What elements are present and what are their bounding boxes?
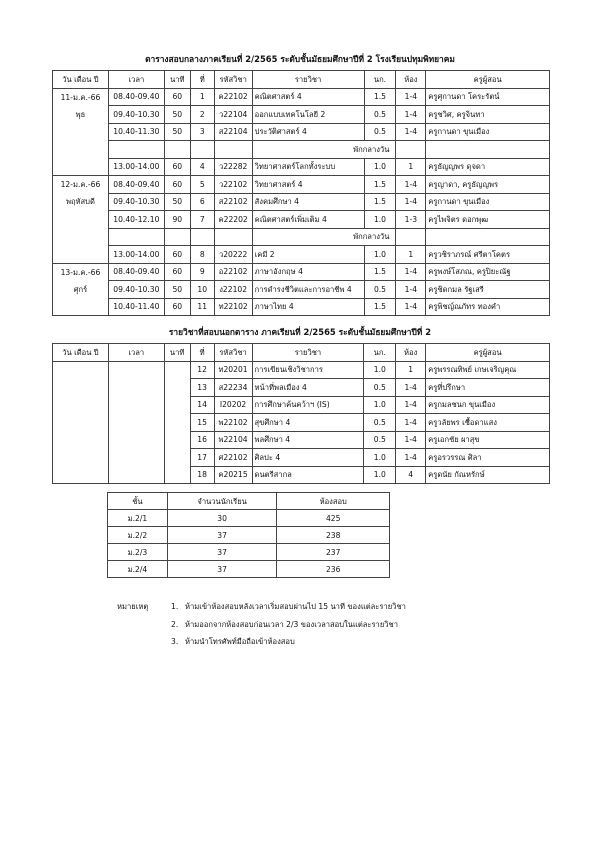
note-item [117, 633, 406, 651]
exam-minutes: 60 [164, 246, 190, 264]
exam-time: 10.40-11.30 [108, 123, 164, 141]
exam-room: 1-4 [396, 449, 426, 467]
outside-schedule-table [52, 343, 550, 484]
exam-room: 1-4 [396, 106, 426, 124]
class-level: ม.2/3 [108, 544, 168, 561]
subject-name: เคมี 2 [252, 246, 364, 264]
class-level: ม.2/1 [108, 510, 168, 527]
teacher-name: ครูดนัย กัณหรักษ์ [426, 466, 550, 484]
header-subject: รายวิชา [252, 71, 364, 89]
student-count: 37 [167, 527, 277, 544]
exam-room: 1-4 [396, 176, 426, 194]
note-text: ห้ามเข้าห้องสอบหลังเวลาเริ่มสอบผ่านไป 15 นาที ของแต่ละรายวิชา [185, 602, 406, 611]
exam-no: 12 [190, 361, 214, 379]
class-level: ม.2/4 [108, 561, 168, 578]
exam-no: 11 [190, 298, 214, 316]
exam-room: 1-3 [396, 211, 426, 229]
student-count: 37 [167, 544, 277, 561]
subject-code: พ22102 [214, 414, 252, 432]
header-exam-room: ห้องสอบ [277, 493, 390, 510]
exam-room: 1 [396, 158, 426, 176]
exam-time: 13.00-14.00 [108, 246, 164, 264]
break-row [53, 228, 550, 246]
lunch-break-label: พักกลางวัน [252, 141, 396, 159]
subject-credit: 1.0 [364, 158, 396, 176]
day-date: 11-ม.ค.-66 [53, 88, 109, 106]
subject-code: ว22102 [214, 176, 252, 194]
teacher-name: ครูอรวรรณ ศิลา [426, 449, 550, 467]
exam-no: 13 [190, 379, 214, 397]
subject-name: ดนตรีสากล [252, 466, 364, 484]
table-row [53, 123, 550, 141]
subject-name: คณิตศาสตร์ 4 [252, 88, 364, 106]
subject-name: คณิตศาสตร์เพิ่มเติม 4 [252, 211, 364, 229]
exam-no: 4 [190, 158, 214, 176]
header-code: รหัสวิชา [214, 71, 252, 89]
subject-credit: 0.5 [364, 123, 396, 141]
exam-no: 18 [190, 466, 214, 484]
student-count: 37 [167, 561, 277, 578]
exam-room: 1-4 [396, 281, 426, 299]
subject-name: วิทยาศาสตร์โลกทั้งระบบ [252, 158, 364, 176]
table-row [53, 281, 550, 299]
break-row [53, 141, 550, 159]
subject-code: ค22202 [214, 211, 252, 229]
table-row [108, 544, 390, 561]
subject-name: ออกแบบเทคโนโลยี 2 [252, 106, 364, 124]
table-row [53, 431, 550, 449]
exam-room: 1-4 [396, 88, 426, 106]
subject-credit: 0.5 [364, 414, 396, 432]
subject-name: ประวัติศาสตร์ 4 [252, 123, 364, 141]
exam-room: 1-4 [396, 431, 426, 449]
teacher-name: ครูศุกานดา โคระรัตน์ [426, 88, 550, 106]
subject-name: การดำรงชีวิตและการอาชีพ 4 [252, 281, 364, 299]
exam-minutes: 60 [164, 176, 190, 194]
notes-section [117, 598, 406, 651]
header-subject: รายวิชา [252, 344, 364, 362]
table-row [53, 466, 550, 484]
subject-name: พลศึกษา 4 [252, 431, 364, 449]
teacher-name: ครูพรรณทิพย์ เกษเจริญคุณ [426, 361, 550, 379]
table-row [53, 396, 550, 414]
exam-room: 1-4 [396, 263, 426, 281]
subject-credit: 1.5 [364, 193, 396, 211]
exam-minutes: 50 [164, 106, 190, 124]
subject-credit: 1.0 [364, 211, 396, 229]
header-no: ที่ [190, 344, 214, 362]
lunch-break-label: พักกลางวัน [252, 228, 396, 246]
subject-code: ค20215 [214, 466, 252, 484]
teacher-name: ครูวชิราภรณ์ ศรีตาโคตร [426, 246, 550, 264]
exam-room: 1 [396, 361, 426, 379]
exam-no: 2 [190, 106, 214, 124]
subject-code: ว20222 [214, 246, 252, 264]
exam-no: 9 [190, 263, 214, 281]
subject-credit: 0.5 [364, 379, 396, 397]
header-students: จำนวนนักเรียน [167, 493, 277, 510]
subject-code: พ22104 [214, 431, 252, 449]
table-row [53, 414, 550, 432]
exam-no: 1 [190, 88, 214, 106]
notes-label: หมายเหตุ [117, 602, 149, 611]
subject-credit: 1.0 [364, 396, 396, 414]
teacher-name: ครูธัญญพร ดุจดา [426, 158, 550, 176]
subject-credit: 0.5 [364, 281, 396, 299]
exam-room: 1-4 [396, 123, 426, 141]
subject-credit: 1.5 [364, 176, 396, 194]
exam-time: 09.40-10.30 [108, 193, 164, 211]
table-row [53, 158, 550, 176]
exam-minutes: 60 [164, 88, 190, 106]
exam-time: 08.40-09.40 [108, 176, 164, 194]
exam-time: 08.40-09.40 [108, 263, 164, 281]
subject-credit: 1.0 [364, 246, 396, 264]
subject-code: ศ22102 [214, 449, 252, 467]
table-row [108, 561, 390, 578]
table-row [53, 106, 550, 124]
subject-credit: 1.5 [364, 88, 396, 106]
teacher-name: ครูพิชญ์ณภัทร ทองคำ [426, 298, 550, 316]
midterm-schedule-table [52, 70, 550, 316]
day-weekday: พฤหัสบดี [53, 193, 109, 211]
subject-code: ส22102 [214, 193, 252, 211]
exam-room: 1 [396, 246, 426, 264]
subject-code: ท22102 [214, 298, 252, 316]
table-header-row [108, 493, 390, 510]
day-date: 12-ม.ค.-66 [53, 176, 109, 194]
subject-code: อ22102 [214, 263, 252, 281]
subject-name: วิทยาศาสตร์ 4 [252, 176, 364, 194]
note-index: 1. [171, 602, 179, 611]
table-row [53, 211, 550, 229]
exam-minutes: 50 [164, 123, 190, 141]
subject-name: หน้าที่พลเมือง 4 [252, 379, 364, 397]
table-row [53, 361, 550, 379]
teacher-name: ครูกานดา ขุนเมือง [426, 193, 550, 211]
subject-code: ว22104 [214, 106, 252, 124]
exam-minutes: 60 [164, 263, 190, 281]
schedule-title: ตารางสอบกลางภาคเรียนที่ 2/2565 ระดับชั้นมัธยมศึกษาปีที่ 2 โรงเรียนปทุมพิทยาคม [145, 54, 455, 64]
exam-no: 17 [190, 449, 214, 467]
exam-room-table [107, 492, 390, 578]
header-teacher: ครูผู้สอน [426, 71, 550, 89]
teacher-name: ครูพงษ์โสภณ, ครูปิยะณัฐ [426, 263, 550, 281]
exam-room-number: 425 [277, 510, 390, 527]
exam-minutes: 50 [164, 281, 190, 299]
subject-credit: 1.0 [364, 449, 396, 467]
table-row [53, 263, 550, 281]
note-index: 3. [171, 637, 179, 646]
day-weekday: พุธ [53, 106, 109, 124]
note-text: ห้ามนำโทรศัพท์มือถือเข้าห้องสอบ [185, 637, 295, 646]
exam-room-number: 238 [277, 527, 390, 544]
subject-credit: 0.5 [364, 106, 396, 124]
exam-room: 4 [396, 466, 426, 484]
day-date: 13-ม.ค.-66 [53, 263, 109, 281]
subject-code: ง22102 [214, 281, 252, 299]
header-time: เวลา [108, 344, 164, 362]
note-text: ห้ามออกจากห้องสอบก่อนเวลา 2/3 ของเวลาสอบในแต่ละรายวิชา [185, 619, 398, 629]
exam-time: 10.40-11.40 [108, 298, 164, 316]
subject-name: การศึกษาค้นคว้าฯ (IS) [252, 396, 364, 414]
teacher-name: ครูกมลชนก ขุนเมือง [426, 396, 550, 414]
subject-credit: 1.0 [364, 466, 396, 484]
table-row [53, 449, 550, 467]
day-weekday: ศุกร์ [53, 281, 109, 299]
subject-code: ค22102 [214, 88, 252, 106]
exam-room: 1-4 [396, 396, 426, 414]
exam-time: 09.40-10.30 [108, 281, 164, 299]
exam-minutes: 60 [164, 298, 190, 316]
exam-no: 14 [190, 396, 214, 414]
header-minutes: นาที [164, 344, 190, 362]
exam-no: 7 [190, 211, 214, 229]
teacher-name: ครูกานดา ขุนเมือง [426, 123, 550, 141]
subject-code: ท20201 [214, 361, 252, 379]
subject-credit: 0.5 [364, 431, 396, 449]
table-row [53, 176, 550, 194]
note-item [117, 616, 406, 634]
table-row [108, 527, 390, 544]
header-date: วัน เดือน ปี [53, 344, 109, 362]
table-header-row [53, 344, 550, 362]
table-row [53, 379, 550, 397]
exam-no: 10 [190, 281, 214, 299]
table-row [53, 246, 550, 264]
exam-no: 16 [190, 431, 214, 449]
teacher-name: ครูชิดกมล รัฐเสรี [426, 281, 550, 299]
subject-name: ศิลปะ 4 [252, 449, 364, 467]
exam-time: 08.40-09.40 [108, 88, 164, 106]
note-index: 2. [171, 619, 179, 629]
teacher-name: ครูวลัยพร เชื้อดาแสง [426, 414, 550, 432]
header-no: ที่ [190, 71, 214, 89]
header-room: ห้อง [396, 71, 426, 89]
note-item [117, 598, 406, 616]
teacher-name: ครูไพจิตร ดอกพุฒ [426, 211, 550, 229]
subject-code: ว22282 [214, 158, 252, 176]
student-count: 30 [167, 510, 277, 527]
exam-no: 5 [190, 176, 214, 194]
table-row [53, 298, 550, 316]
table-row [53, 88, 550, 106]
header-date: วัน เดือน ปี [53, 71, 109, 89]
exam-room: 1-4 [396, 379, 426, 397]
subject-code: I20202 [214, 396, 252, 414]
subject-credit: 1.5 [364, 298, 396, 316]
exam-time: 13.00-14.00 [108, 158, 164, 176]
header-credit: นก. [364, 344, 396, 362]
teacher-name: ครูเอกชัย ผาสุข [426, 431, 550, 449]
class-level: ม.2/2 [108, 527, 168, 544]
subject-credit: 1.5 [364, 263, 396, 281]
exam-time: 10.40-12.10 [108, 211, 164, 229]
subject-name: การเขียนเชิงวิชาการ [252, 361, 364, 379]
header-time: เวลา [108, 71, 164, 89]
table-row [108, 510, 390, 527]
subject-name: ภาษาไทย 4 [252, 298, 364, 316]
exam-no: 8 [190, 246, 214, 264]
header-teacher: ครูผู้สอน [426, 344, 550, 362]
exam-time: 09.40-10.30 [108, 106, 164, 124]
exam-minutes: 90 [164, 211, 190, 229]
header-room: ห้อง [396, 344, 426, 362]
outside-schedule-title: รายวิชาที่สอบนอกตาราง ภาคเรียนที่ 2/2565 ระดับชั้นมัธยมศึกษาปีที่ 2 [168, 327, 432, 337]
exam-no: 3 [190, 123, 214, 141]
subject-name: สุขศึกษา 4 [252, 414, 364, 432]
exam-room: 1-4 [396, 193, 426, 211]
header-level: ชั้น [108, 493, 168, 510]
exam-room: 1-4 [396, 298, 426, 316]
exam-minutes: 50 [164, 193, 190, 211]
teacher-name: ครูชวิศ, ครูจินทา [426, 106, 550, 124]
exam-no: 15 [190, 414, 214, 432]
subject-code: ส22234 [214, 379, 252, 397]
table-header-row [53, 71, 550, 89]
teacher-name: ครูญาดา, ครูธัญญพร [426, 176, 550, 194]
teacher-name: ครูที่ปรึกษา [426, 379, 550, 397]
exam-room-number: 236 [277, 561, 390, 578]
table-row [53, 193, 550, 211]
header-credit: นก. [364, 71, 396, 89]
subject-code: ส22104 [214, 123, 252, 141]
header-minutes: นาที [164, 71, 190, 89]
subject-credit: 1.0 [364, 361, 396, 379]
exam-room: 1-4 [396, 414, 426, 432]
header-code: รหัสวิชา [214, 344, 252, 362]
exam-minutes: 60 [164, 158, 190, 176]
subject-name: สังคมศึกษา 4 [252, 193, 364, 211]
exam-no: 6 [190, 193, 214, 211]
exam-room-number: 237 [277, 544, 390, 561]
subject-name: ภาษาอังกฤษ 4 [252, 263, 364, 281]
